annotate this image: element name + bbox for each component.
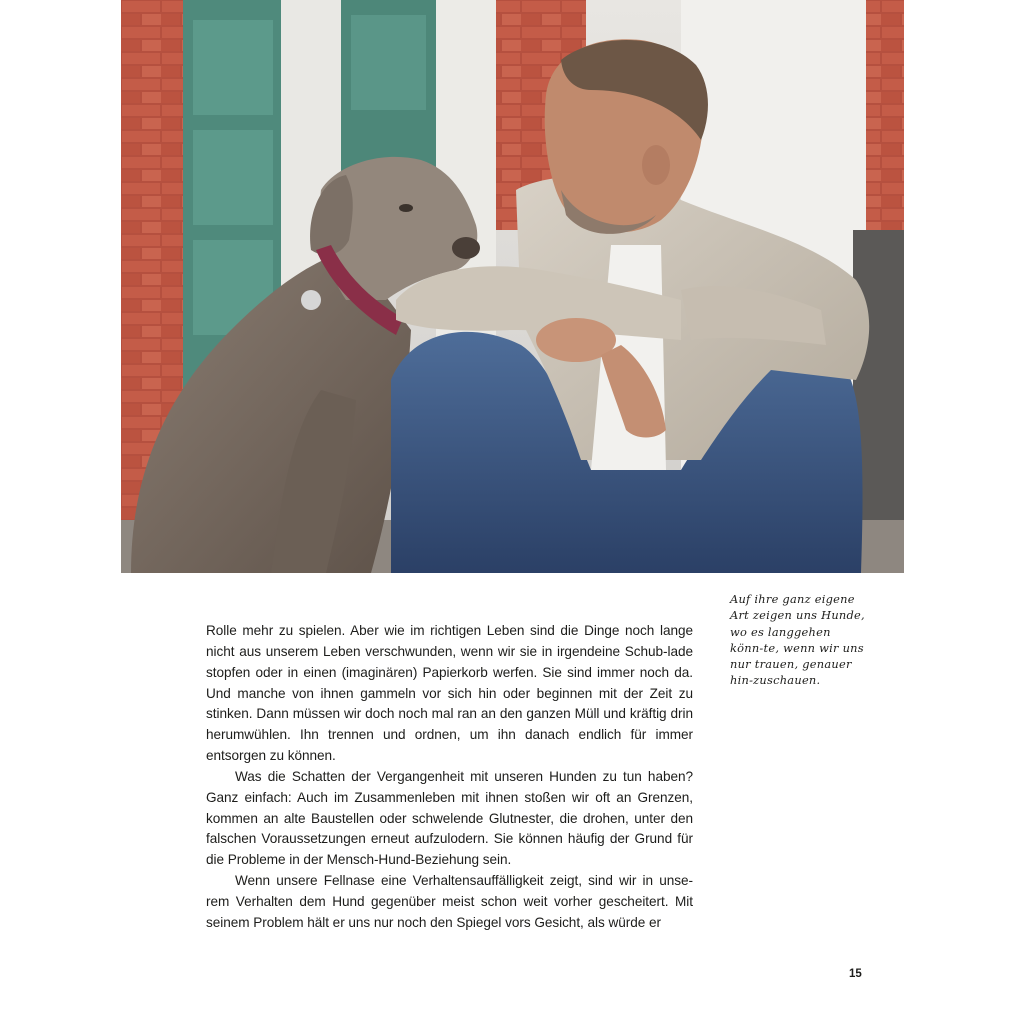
body-paragraph-3: Wenn unsere Fellnase eine Verhaltensauffälligkeit zeigt, sind wir in unse-rem Verhalten dem Hund gegenüber meist schon weit vorher gescheitert. Mit seinem Problem hält er uns nur noch den Spiegel vors Gesicht, als würde er [206, 873, 693, 930]
margin-quote: Auf ihre ganz eigene Art zeigen uns Hunde, wo es langgehen könn-te, wenn wir uns nur trauen, genauer hin-zuschauen. [730, 592, 865, 688]
photo-man-with-dog-icon [121, 0, 904, 573]
page-number: 15 [849, 968, 862, 980]
body-paragraph-2: Was die Schatten der Vergangenheit mit unseren Hunden zu tun haben? Ganz einfach: Auch im Zusammenleben mit ihnen stoßen wir oft an Grenzen, kommen an alte Baustellen oder schwelende Glutnester, die drohen, unter den falschen Voraussetzungen erneut aufzulodern. Sie können häufig der Grund für die Probleme in der Mensch-Hund-Beziehung sein. [206, 768, 693, 868]
photo-man-with-dog [121, 0, 904, 573]
body-paragraph-1: Rolle mehr zu spielen. Aber wie im richtigen Leben sind die Dinge noch lange nicht aus unserem Leben verschwunden, wenn wir sie in irgendeine Schub-lade stopfen oder in einen (imaginären) Papierkorb werfen. Sie sind immer noch da. Und manche von ihnen gammeln vor sich hin oder beginnen mit der Zeit zu stinken. Dann müssen wir doch noch mal ran an den ganzen Müll und kräftig drin herumwühlen. Ihn trennen und ordnen, um ihn danach endlich für immer entsorgen zu können. [206, 623, 693, 764]
body-text [206, 621, 693, 934]
